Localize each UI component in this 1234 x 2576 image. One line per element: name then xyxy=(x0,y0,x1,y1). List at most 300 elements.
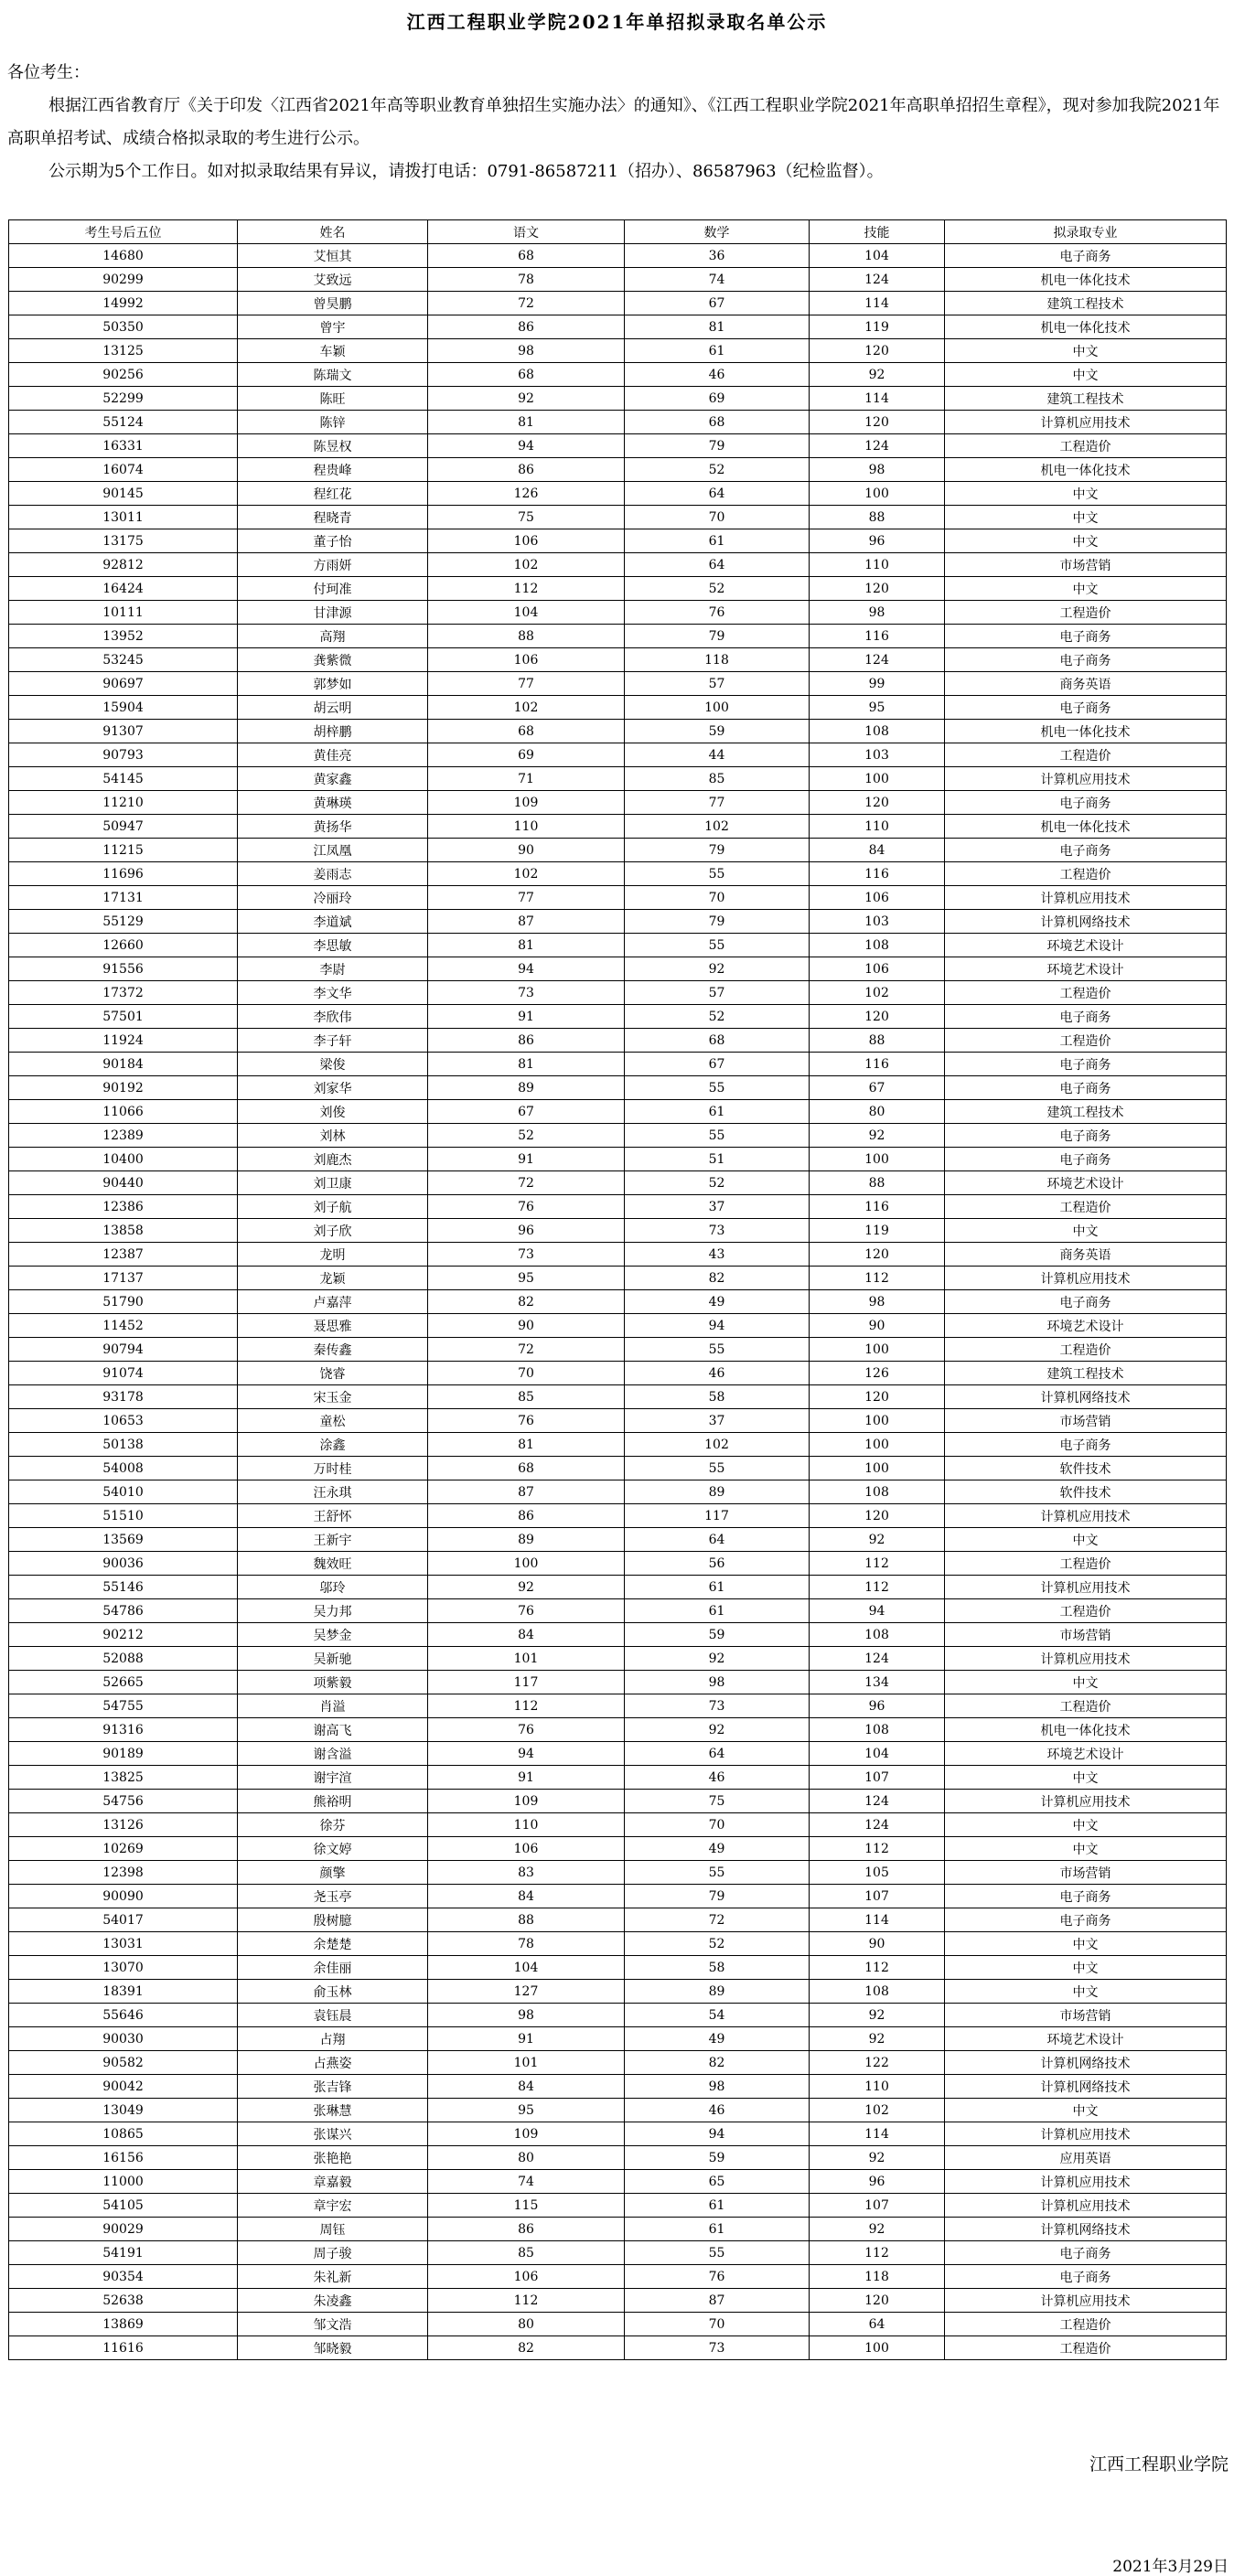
math-score-cell: 98 xyxy=(625,2075,810,2099)
major-cell: 计算机应用技术 xyxy=(945,1504,1227,1528)
math-score-cell: 73 xyxy=(625,1694,810,1718)
table-row xyxy=(9,1837,1227,1861)
skill-score-cell: 120 xyxy=(810,791,945,815)
chinese-score-cell: 87 xyxy=(428,1480,625,1504)
skill-score-cell: 92 xyxy=(810,2146,945,2170)
chinese-score-cell: 89 xyxy=(428,1076,625,1100)
major-cell: 电子商务 xyxy=(945,1148,1227,1171)
header-math: 数学 xyxy=(625,220,810,244)
exam-id-cell: 17131 xyxy=(9,886,238,910)
chinese-score-cell: 75 xyxy=(428,506,625,529)
table-row xyxy=(9,957,1227,981)
name-cell: 吴力邦 xyxy=(238,1599,428,1623)
chinese-score-cell: 86 xyxy=(428,1504,625,1528)
major-cell: 电子商务 xyxy=(945,1433,1227,1457)
table-row xyxy=(9,2241,1227,2265)
exam-id-cell: 90192 xyxy=(9,1076,238,1100)
exam-id-cell: 90090 xyxy=(9,1885,238,1908)
name-cell: 曾昊鹏 xyxy=(238,292,428,315)
table-row xyxy=(9,458,1227,482)
chinese-score-cell: 115 xyxy=(428,2194,625,2218)
exam-id-cell: 90793 xyxy=(9,743,238,767)
exam-id-cell: 52665 xyxy=(9,1671,238,1694)
exam-id-cell: 52088 xyxy=(9,1647,238,1671)
table-row xyxy=(9,482,1227,506)
exam-id-cell: 90794 xyxy=(9,1338,238,1362)
footer-organization: 江西工程职业学院 xyxy=(1089,2454,1229,2474)
skill-score-cell: 92 xyxy=(810,2218,945,2241)
skill-score-cell: 112 xyxy=(810,1837,945,1861)
exam-id-cell: 11696 xyxy=(9,862,238,886)
exam-id-cell: 54105 xyxy=(9,2194,238,2218)
name-cell: 李欣伟 xyxy=(238,1005,428,1029)
major-cell: 环境艺术设计 xyxy=(945,957,1227,981)
chinese-score-cell: 83 xyxy=(428,1861,625,1885)
major-cell: 电子商务 xyxy=(945,696,1227,720)
chinese-score-cell: 67 xyxy=(428,1100,625,1124)
math-score-cell: 56 xyxy=(625,1552,810,1576)
exam-id-cell: 50350 xyxy=(9,315,238,339)
major-cell: 环境艺术设计 xyxy=(945,2027,1227,2051)
skill-score-cell: 106 xyxy=(810,957,945,981)
chinese-score-cell: 90 xyxy=(428,839,625,862)
skill-score-cell: 120 xyxy=(810,339,945,363)
table-row xyxy=(9,577,1227,601)
math-score-cell: 77 xyxy=(625,791,810,815)
math-score-cell: 52 xyxy=(625,1171,810,1195)
table-row xyxy=(9,339,1227,363)
major-cell: 机电一体化技术 xyxy=(945,315,1227,339)
math-score-cell: 94 xyxy=(625,1314,810,1338)
exam-id-cell: 14992 xyxy=(9,292,238,315)
chinese-score-cell: 76 xyxy=(428,1409,625,1433)
name-cell: 周子骏 xyxy=(238,2241,428,2265)
table-row xyxy=(9,1267,1227,1290)
exam-id-cell: 13569 xyxy=(9,1528,238,1552)
skill-score-cell: 98 xyxy=(810,1290,945,1314)
table-row xyxy=(9,2170,1227,2194)
skill-score-cell: 114 xyxy=(810,292,945,315)
chinese-score-cell: 106 xyxy=(428,648,625,672)
name-cell: 刘林 xyxy=(238,1124,428,1148)
chinese-score-cell: 90 xyxy=(428,1314,625,1338)
math-score-cell: 57 xyxy=(625,981,810,1005)
major-cell: 中文 xyxy=(945,1219,1227,1243)
skill-score-cell: 114 xyxy=(810,2122,945,2146)
name-cell: 饶睿 xyxy=(238,1362,428,1385)
name-cell: 卢嘉萍 xyxy=(238,1290,428,1314)
skill-score-cell: 112 xyxy=(810,1267,945,1290)
table-row xyxy=(9,1457,1227,1480)
name-cell: 刘鹿杰 xyxy=(238,1148,428,1171)
table-row xyxy=(9,1005,1227,1029)
chinese-score-cell: 73 xyxy=(428,981,625,1005)
chinese-score-cell: 85 xyxy=(428,1385,625,1409)
chinese-score-cell: 74 xyxy=(428,2170,625,2194)
header-skill: 技能 xyxy=(810,220,945,244)
skill-score-cell: 100 xyxy=(810,767,945,791)
chinese-score-cell: 94 xyxy=(428,957,625,981)
major-cell: 机电一体化技术 xyxy=(945,720,1227,743)
table-row xyxy=(9,1813,1227,1837)
math-score-cell: 79 xyxy=(625,839,810,862)
exam-id-cell: 13869 xyxy=(9,2313,238,2336)
table-row xyxy=(9,2218,1227,2241)
table-row xyxy=(9,862,1227,886)
skill-score-cell: 103 xyxy=(810,910,945,934)
exam-id-cell: 17372 xyxy=(9,981,238,1005)
major-cell: 计算机应用技术 xyxy=(945,767,1227,791)
skill-score-cell: 64 xyxy=(810,2313,945,2336)
chinese-score-cell: 92 xyxy=(428,387,625,411)
table-row xyxy=(9,2122,1227,2146)
math-score-cell: 61 xyxy=(625,339,810,363)
chinese-score-cell: 109 xyxy=(428,791,625,815)
chinese-score-cell: 68 xyxy=(428,363,625,387)
chinese-score-cell: 52 xyxy=(428,1124,625,1148)
table-row xyxy=(9,553,1227,577)
table-row xyxy=(9,1433,1227,1457)
name-cell: 程贵峰 xyxy=(238,458,428,482)
major-cell: 环境艺术设计 xyxy=(945,1171,1227,1195)
skill-score-cell: 120 xyxy=(810,1385,945,1409)
chinese-score-cell: 72 xyxy=(428,292,625,315)
table-row xyxy=(9,1861,1227,1885)
name-cell: 俞玉林 xyxy=(238,1980,428,2004)
exam-id-cell: 55146 xyxy=(9,1576,238,1599)
math-score-cell: 61 xyxy=(625,2218,810,2241)
major-cell: 计算机应用技术 xyxy=(945,2289,1227,2313)
exam-id-cell: 10653 xyxy=(9,1409,238,1433)
chinese-score-cell: 88 xyxy=(428,625,625,648)
notice-body xyxy=(7,57,1227,188)
name-cell: 谢高飞 xyxy=(238,1718,428,1742)
name-cell: 黄家鑫 xyxy=(238,767,428,791)
skill-score-cell: 92 xyxy=(810,1528,945,1552)
major-cell: 中文 xyxy=(945,2099,1227,2122)
table-row xyxy=(9,315,1227,339)
chinese-score-cell: 86 xyxy=(428,458,625,482)
name-cell: 颜擎 xyxy=(238,1861,428,1885)
major-cell: 电子商务 xyxy=(945,839,1227,862)
exam-id-cell: 50947 xyxy=(9,815,238,839)
chinese-score-cell: 87 xyxy=(428,910,625,934)
chinese-score-cell: 85 xyxy=(428,2241,625,2265)
name-cell: 朱凌鑫 xyxy=(238,2289,428,2313)
math-score-cell: 94 xyxy=(625,2122,810,2146)
chinese-score-cell: 95 xyxy=(428,2099,625,2122)
skill-score-cell: 124 xyxy=(810,1790,945,1813)
exam-id-cell: 11924 xyxy=(9,1029,238,1053)
header-name: 姓名 xyxy=(238,220,428,244)
name-cell: 陈瑞文 xyxy=(238,363,428,387)
exam-id-cell: 13825 xyxy=(9,1766,238,1790)
chinese-score-cell: 89 xyxy=(428,1528,625,1552)
exam-id-cell: 16074 xyxy=(9,458,238,482)
major-cell: 工程造价 xyxy=(945,2336,1227,2360)
chinese-score-cell: 100 xyxy=(428,1552,625,1576)
exam-id-cell: 90145 xyxy=(9,482,238,506)
chinese-score-cell: 68 xyxy=(428,1457,625,1480)
chinese-score-cell: 95 xyxy=(428,1267,625,1290)
skill-score-cell: 104 xyxy=(810,1742,945,1766)
name-cell: 袁钰晨 xyxy=(238,2004,428,2027)
skill-score-cell: 108 xyxy=(810,1980,945,2004)
name-cell: 江凤凰 xyxy=(238,839,428,862)
name-cell: 方雨妍 xyxy=(238,553,428,577)
skill-score-cell: 116 xyxy=(810,625,945,648)
table-row xyxy=(9,1623,1227,1647)
skill-score-cell: 120 xyxy=(810,2289,945,2313)
skill-score-cell: 114 xyxy=(810,387,945,411)
major-cell: 中文 xyxy=(945,577,1227,601)
exam-id-cell: 91556 xyxy=(9,957,238,981)
major-cell: 工程造价 xyxy=(945,1552,1227,1576)
table-row xyxy=(9,387,1227,411)
name-cell: 龚紫微 xyxy=(238,648,428,672)
table-row xyxy=(9,2051,1227,2075)
name-cell: 尧玉亭 xyxy=(238,1885,428,1908)
chinese-score-cell: 126 xyxy=(428,482,625,506)
name-cell: 童松 xyxy=(238,1409,428,1433)
exam-id-cell: 13126 xyxy=(9,1813,238,1837)
table-row xyxy=(9,1885,1227,1908)
skill-score-cell: 124 xyxy=(810,648,945,672)
major-cell: 中文 xyxy=(945,1956,1227,1980)
math-score-cell: 64 xyxy=(625,482,810,506)
math-score-cell: 89 xyxy=(625,1980,810,2004)
major-cell: 中文 xyxy=(945,1813,1227,1837)
exam-id-cell: 51510 xyxy=(9,1504,238,1528)
table-row xyxy=(9,767,1227,791)
major-cell: 环境艺术设计 xyxy=(945,934,1227,957)
name-cell: 程红花 xyxy=(238,482,428,506)
table-row xyxy=(9,1195,1227,1219)
name-cell: 梁俊 xyxy=(238,1053,428,1076)
name-cell: 邹文浩 xyxy=(238,2313,428,2336)
name-cell: 刘卫康 xyxy=(238,1171,428,1195)
skill-score-cell: 116 xyxy=(810,1195,945,1219)
exam-id-cell: 13175 xyxy=(9,529,238,553)
major-cell: 计算机应用技术 xyxy=(945,886,1227,910)
chinese-score-cell: 82 xyxy=(428,1290,625,1314)
exam-id-cell: 12660 xyxy=(9,934,238,957)
table-row xyxy=(9,1053,1227,1076)
table-row xyxy=(9,934,1227,957)
table-row xyxy=(9,1647,1227,1671)
chinese-score-cell: 78 xyxy=(428,1932,625,1956)
chinese-score-cell: 71 xyxy=(428,767,625,791)
exam-id-cell: 90582 xyxy=(9,2051,238,2075)
table-row xyxy=(9,363,1227,387)
name-cell: 肖溢 xyxy=(238,1694,428,1718)
table-row xyxy=(9,981,1227,1005)
table-row xyxy=(9,672,1227,696)
math-score-cell: 59 xyxy=(625,2146,810,2170)
skill-score-cell: 112 xyxy=(810,1576,945,1599)
table-header-row xyxy=(9,220,1227,244)
chinese-score-cell: 80 xyxy=(428,2146,625,2170)
major-cell: 软件技术 xyxy=(945,1457,1227,1480)
major-cell: 计算机网络技术 xyxy=(945,2075,1227,2099)
skill-score-cell: 67 xyxy=(810,1076,945,1100)
major-cell: 市场营销 xyxy=(945,553,1227,577)
skill-score-cell: 124 xyxy=(810,268,945,292)
table-row xyxy=(9,2336,1227,2360)
skill-score-cell: 112 xyxy=(810,2241,945,2265)
major-cell: 中文 xyxy=(945,1932,1227,1956)
exam-id-cell: 16156 xyxy=(9,2146,238,2170)
math-score-cell: 72 xyxy=(625,1908,810,1932)
table-row xyxy=(9,1338,1227,1362)
skill-score-cell: 95 xyxy=(810,696,945,720)
math-score-cell: 73 xyxy=(625,2336,810,2360)
exam-id-cell: 51790 xyxy=(9,1290,238,1314)
name-cell: 占翔 xyxy=(238,2027,428,2051)
skill-score-cell: 107 xyxy=(810,1766,945,1790)
skill-score-cell: 94 xyxy=(810,1599,945,1623)
skill-score-cell: 80 xyxy=(810,1100,945,1124)
skill-score-cell: 120 xyxy=(810,1243,945,1267)
name-cell: 李思敏 xyxy=(238,934,428,957)
table-row xyxy=(9,1076,1227,1100)
table-row xyxy=(9,2265,1227,2289)
table-row xyxy=(9,625,1227,648)
table-row xyxy=(9,1576,1227,1599)
major-cell: 电子商务 xyxy=(945,1053,1227,1076)
table-row xyxy=(9,1362,1227,1385)
chinese-score-cell: 104 xyxy=(428,601,625,625)
math-score-cell: 81 xyxy=(625,315,810,339)
math-score-cell: 59 xyxy=(625,1623,810,1647)
major-cell: 计算机应用技术 xyxy=(945,1790,1227,1813)
name-cell: 车颖 xyxy=(238,339,428,363)
exam-id-cell: 57501 xyxy=(9,1005,238,1029)
header-exam-id: 考生号后五位 xyxy=(9,220,238,244)
name-cell: 李道斌 xyxy=(238,910,428,934)
major-cell: 市场营销 xyxy=(945,2004,1227,2027)
name-cell: 艾致远 xyxy=(238,268,428,292)
table-row xyxy=(9,720,1227,743)
math-score-cell: 69 xyxy=(625,387,810,411)
chinese-score-cell: 72 xyxy=(428,1338,625,1362)
chinese-score-cell: 72 xyxy=(428,1171,625,1195)
major-cell: 工程造价 xyxy=(945,1599,1227,1623)
major-cell: 工程造价 xyxy=(945,981,1227,1005)
table-row xyxy=(9,1100,1227,1124)
exam-id-cell: 90256 xyxy=(9,363,238,387)
name-cell: 聂思雅 xyxy=(238,1314,428,1338)
math-score-cell: 55 xyxy=(625,862,810,886)
name-cell: 吴梦金 xyxy=(238,1623,428,1647)
math-score-cell: 55 xyxy=(625,1457,810,1480)
skill-score-cell: 118 xyxy=(810,2265,945,2289)
skill-score-cell: 124 xyxy=(810,1813,945,1837)
chinese-score-cell: 127 xyxy=(428,1980,625,2004)
major-cell: 中文 xyxy=(945,1837,1227,1861)
notice-paragraph-1: 根据江西省教育厅《关于印发〈江西省2021年高等职业教育单独招生实施办法〉的通知》、《江西工程职业学院2021年高职单招招生章程》，现对参加我院2021年高职单招考试、成绩合格拟录取的考生进行公示。 xyxy=(7,96,1220,148)
major-cell: 建筑工程技术 xyxy=(945,292,1227,315)
chinese-score-cell: 94 xyxy=(428,1742,625,1766)
exam-id-cell: 90189 xyxy=(9,1742,238,1766)
chinese-score-cell: 96 xyxy=(428,1219,625,1243)
major-cell: 中文 xyxy=(945,1766,1227,1790)
skill-score-cell: 92 xyxy=(810,2004,945,2027)
exam-id-cell: 17137 xyxy=(9,1267,238,1290)
name-cell: 张艳艳 xyxy=(238,2146,428,2170)
exam-id-cell: 54008 xyxy=(9,1457,238,1480)
math-score-cell: 52 xyxy=(625,577,810,601)
skill-score-cell: 100 xyxy=(810,1409,945,1433)
name-cell: 刘子航 xyxy=(238,1195,428,1219)
skill-score-cell: 126 xyxy=(810,1362,945,1385)
skill-score-cell: 110 xyxy=(810,2075,945,2099)
name-cell: 魏效旺 xyxy=(238,1552,428,1576)
exam-id-cell: 13952 xyxy=(9,625,238,648)
exam-id-cell: 90029 xyxy=(9,2218,238,2241)
math-score-cell: 46 xyxy=(625,1766,810,1790)
major-cell: 市场营销 xyxy=(945,1623,1227,1647)
math-score-cell: 73 xyxy=(625,1219,810,1243)
exam-id-cell: 54145 xyxy=(9,767,238,791)
table-row xyxy=(9,2313,1227,2336)
major-cell: 建筑工程技术 xyxy=(945,387,1227,411)
skill-score-cell: 88 xyxy=(810,1029,945,1053)
math-score-cell: 87 xyxy=(625,2289,810,2313)
skill-score-cell: 110 xyxy=(810,815,945,839)
major-cell: 工程造价 xyxy=(945,2313,1227,2336)
exam-id-cell: 12398 xyxy=(9,1861,238,1885)
major-cell: 中文 xyxy=(945,506,1227,529)
math-score-cell: 74 xyxy=(625,268,810,292)
table-row xyxy=(9,1790,1227,1813)
math-score-cell: 102 xyxy=(625,815,810,839)
chinese-score-cell: 68 xyxy=(428,244,625,268)
table-row xyxy=(9,1908,1227,1932)
major-cell: 工程造价 xyxy=(945,1195,1227,1219)
skill-score-cell: 92 xyxy=(810,2027,945,2051)
skill-score-cell: 92 xyxy=(810,363,945,387)
table-row xyxy=(9,1504,1227,1528)
exam-id-cell: 16331 xyxy=(9,434,238,458)
skill-score-cell: 104 xyxy=(810,244,945,268)
major-cell: 环境艺术设计 xyxy=(945,1742,1227,1766)
table-row xyxy=(9,506,1227,529)
math-score-cell: 70 xyxy=(625,506,810,529)
chinese-score-cell: 84 xyxy=(428,1885,625,1908)
name-cell: 吴新驰 xyxy=(238,1647,428,1671)
major-cell: 电子商务 xyxy=(945,1290,1227,1314)
exam-id-cell: 16424 xyxy=(9,577,238,601)
skill-score-cell: 90 xyxy=(810,1314,945,1338)
math-score-cell: 76 xyxy=(625,601,810,625)
major-cell: 机电一体化技术 xyxy=(945,1718,1227,1742)
chinese-score-cell: 84 xyxy=(428,1623,625,1647)
chinese-score-cell: 84 xyxy=(428,2075,625,2099)
skill-score-cell: 120 xyxy=(810,1504,945,1528)
name-cell: 姜雨志 xyxy=(238,862,428,886)
exam-id-cell: 11210 xyxy=(9,791,238,815)
chinese-score-cell: 106 xyxy=(428,529,625,553)
chinese-score-cell: 86 xyxy=(428,315,625,339)
table-row xyxy=(9,268,1227,292)
table-body xyxy=(9,244,1227,2360)
math-score-cell: 61 xyxy=(625,529,810,553)
table-row xyxy=(9,1718,1227,1742)
chinese-score-cell: 91 xyxy=(428,1005,625,1029)
math-score-cell: 55 xyxy=(625,1124,810,1148)
exam-id-cell: 52638 xyxy=(9,2289,238,2313)
